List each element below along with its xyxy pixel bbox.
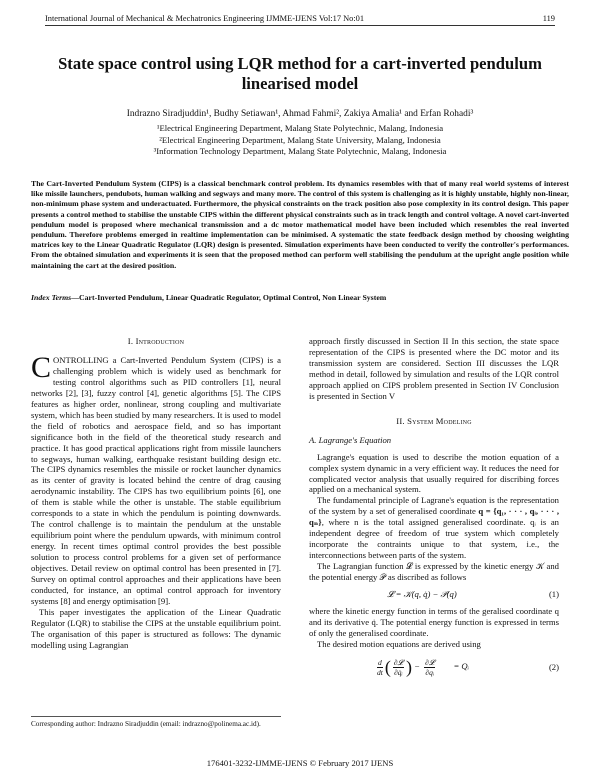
lagrange-paragraph-5: The desired motion equations are derived using	[317, 638, 481, 649]
equation-2	[309, 658, 559, 677]
left-column	[31, 336, 281, 651]
eq2-rhs: = Qᵢ	[453, 661, 470, 672]
page-number: 119	[542, 14, 555, 23]
eq2-d-dt: $\frac{d}{dt}$	[376, 657, 383, 677]
intro-paragraph-1	[31, 350, 281, 607]
lagrange-paragraph-2	[309, 495, 559, 561]
eq2-dl-dq: $\frac{\text{∂𝓛}}{\text{∂qᵢ}}$	[425, 657, 435, 677]
drop-cap: C	[31, 350, 52, 384]
equation-2-body: $\frac{d}{dt}$ ( $\frac{\text{∂𝓛}}{\text{∂q̇ᵢ}}$ ) − $\frac{\text{∂𝓛}}{\text{∂qᵢ}}$ = Qᵢ	[376, 656, 470, 677]
abstract: The Cart-Inverted Pendulum System (CIPS) is a classical benchmark control problem. Its dynamics resembles with that of many real world systems of interest like missile launchers, pendubots, human walking and segways and many more. The control of this system is challenging as it is highly unstable, highly non-linear, non-minimum phase system and underactuated. Furthermore, the physical constraints on the track position also pose complexity in its control design. This paper presents a control method to stabilise the unstable CIPS within the different physical constraints such as in track length and control voltage. A novel cart-inverted pendulum model is proposed where mechanical transmission and a dc motor mathematical model have been included which resembles the real inverted pendulum. Therefore problems emerged in realtime implementation can be minimised. A systematic the state feedback design method by choosing weighting matrices key to the Linear Quadratic Regulator (LQR) design is presented. Simulation experiments have been conducted to verify the controller's performances. From the obtained simulation and experiments it is seen that the proposed method can perform well stabilising the pendulum at the upright angle position while maintaining the cart at the desired position.	[31, 179, 569, 270]
lagrange-paragraph-3: The Lagrangian function 𝓛 is expressed by the kinetic energy 𝒦 and the potential energy 𝒫 as discribed as follows	[309, 561, 559, 583]
section-heading-system-modeling: II. System Modeling	[396, 415, 472, 426]
index-terms-text: —Cart-Inverted Pendulum, Linear Quadratic Regulator, Optimal Control, Non Linear System	[71, 293, 387, 302]
affiliation-1: ¹Electrical Engineering Department, Malang State Polytechnic, Malang, Indonesia	[156, 123, 444, 133]
running-header	[45, 14, 555, 26]
intro-paragraph-1-text: a Cart-Inverted Pendulum System (CIPS) is a challenging problem which is widely used as benchmark for testing control algorithms such as PID controllers [1], neural networks [2], [3], fuzzy control [4], genetic algorithms [5]. The CIPS features as higher order, nonlinear, strong coupling and multivariate system, which has been studied by many researchers. It is used to model the field of robotics and aerospace field, and so has important significance both in the field of the theoretical study research and practice. It has good practical applications right from missile launchers to segways, human walking, earthquake resistant building design etc. The CIPS dynamics resembles the missile or rocket launcher dynamics as its center of gravity is located behind the centre of drag causing aerodynamic instability. The CIPS has two equilibrium points [6], one of them is stable while the other is unstable. The stable equilibrium corresponds to a state in which the pendulum is pointing downwards. The control challenge is to maintain the pendulum at the unstable equilibrium point where the pendulum upwards, with minimum control energy. In recent times optimal control provides the best possible solution to process control problems for a given set of performance objectives. Detail review on optimal control has been presented in [7]. Survey on optimal control approaches and their applications have been conducted, for instance, an optimal control approach for inventory systems [8] and energy optimisation [9].	[31, 354, 281, 606]
intro-paragraph-2-continued: approach firstly discussed in Section II In this section, the state space representation of the CIPS is presented where the DC motor and its transmission system are considered. Section III discusses the LQR method in detail, followed by simulation and results of the LQR control approach applied on CIPS problem presented in Section IV Conclusion is presented in Section V	[309, 336, 559, 401]
index-terms	[31, 293, 569, 302]
title-line-2: linearised model	[241, 74, 359, 93]
lagrange-paragraph-2-b: , where n is the total assigned generalised coordinate. qᵢ is an independent degree of freedom of true system which completely incorporate the contraints unique to that system, i.e., the interconnections between parts of the system.	[309, 517, 559, 561]
corresponding-author-footnote: Corresponding author: Indrazno Siradjuddin (email: indrazno@polinema.ac.id).	[31, 716, 281, 729]
subsection-heading-lagrange: A. Lagrange's Equation	[309, 434, 392, 445]
affiliation-2: ²Electrical Engineering Department, Malang State University, Malang, Indonesia	[159, 134, 441, 145]
paper-title	[30, 54, 570, 94]
affiliation-3: ³Information Technology Department, Malang State Polytechnic, Malang, Indonesia	[153, 146, 447, 157]
eq2-dl-dqdot: $\frac{\text{∂𝓛}}{\text{∂q̇ᵢ}}$	[393, 657, 403, 677]
lagrange-paragraph-1: Lagrange's equation is used to describe the motion equation of a complex system dynamic in a very efficient way. It reduces the need for complicated vector analysis that usually required for discribing forces applied on a mechanical system.	[309, 451, 559, 495]
index-terms-label: Index Terms	[31, 293, 72, 302]
page-footer: 176401-3232-IJMME-IJENS © February 2017 IJENS	[206, 758, 394, 768]
lagrange-paragraph-2-a: The fundamental principle of Lagrane's equation is the representation of the system by a set of generalised coordinate	[309, 495, 559, 517]
journal-name: International Journal of Mechanical & Mechatronics Engineering IJMME-IJENS Vol:17 No:01	[45, 14, 365, 23]
intro-paragraph-2: This paper investigates the application of the Linear Quadratic Regulator (LQR) to stabilise the CIPS at the unstable equilibrium point. The organisation of this paper is structured as follows: The dynamic modelling using Lagrangian	[31, 606, 281, 650]
intro-lead-word: ONTROLLING	[53, 354, 109, 365]
lagrange-paragraph-4: where the kinetic energy function in terms of the geralised coordinate q and its derivative q̇. The potential energy function is expressed in terms of only the generalised coordinate.	[309, 606, 559, 638]
affiliations	[30, 123, 570, 158]
right-column	[309, 336, 559, 683]
equation-1	[309, 589, 559, 600]
generalised-coordinate-set: q = {q₁, · · · , qᵢ, · · · , qₙ}	[309, 506, 560, 528]
equation-1-number: (1)	[548, 589, 559, 600]
title-line-1: State space control using LQR method for a cart-inverted pendulum	[58, 54, 542, 73]
section-heading-introduction: I. Introduction	[127, 336, 185, 346]
equation-1-body: 𝓛 = 𝒦(q, q̇) − 𝒫(q)	[387, 589, 457, 600]
author-list: Indrazno Siradjuddin¹, Budhy Setiawan¹, Ahmad Fahmi², Zakiya Amalia¹ and Erfan Rohadi³	[126, 109, 474, 119]
equation-2-number: (2)	[548, 661, 559, 672]
